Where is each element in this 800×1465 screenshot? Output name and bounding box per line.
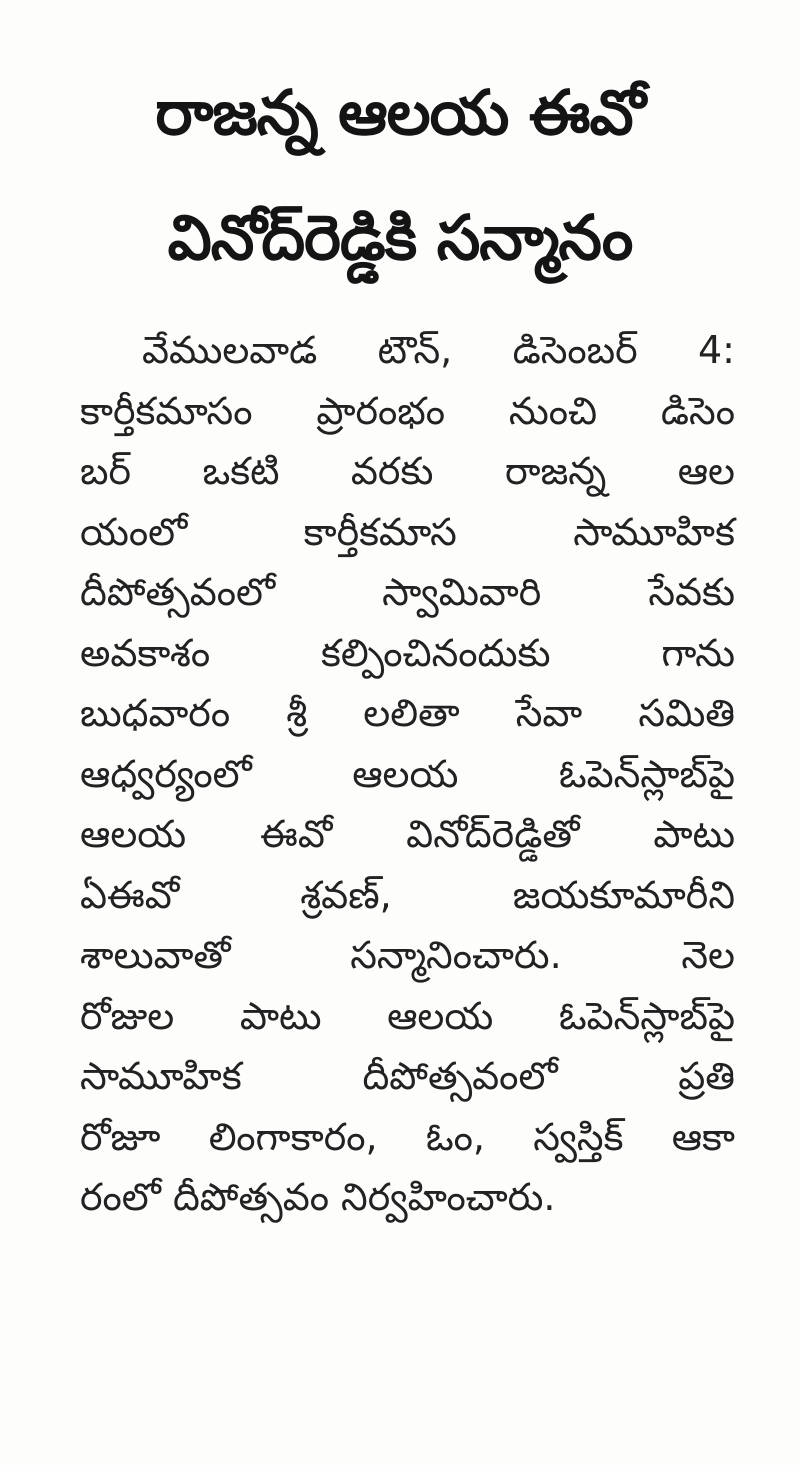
- body-line: ఏఈవో శ్రవణ్, జయకూమారీని: [80, 872, 735, 917]
- body-line: బుధవారం శ్రీ లలితా సేవా సమితి: [80, 691, 735, 735]
- body-line: ఆలయ ఈవో వినోద్‌రెడ్డితో పాటు: [80, 812, 735, 856]
- article-body: [80, 320, 735, 1228]
- headline-line-1: రాజన్న ఆలయ ఈవో: [155, 76, 645, 149]
- body-line: రోజుల పాటు ఆలయ ఓపెన్‌స్లాబ్‌పై: [80, 993, 735, 1038]
- body-line: శాలువాతో సన్మానించారు. నెల: [80, 933, 735, 977]
- body-line: సామూహిక దీపోత్సవంలో ప్రతి: [80, 1054, 735, 1098]
- headline-line-2: వినోద్‌రెడ్డికి సన్మానం: [167, 201, 633, 274]
- body-line: దీపోత్సవంలో స్వామివారి సేవకు: [80, 570, 735, 614]
- body-line: ఆధ్వర్యంలో ఆలయ ఓపెన్‌స్లాబ్‌పై: [80, 751, 735, 796]
- body-line: అవకాశం కల్పించినందుకు గాను: [80, 630, 735, 675]
- dateline: వేములవాడ టౌన్, డిసెంబర్ 4:: [142, 328, 735, 372]
- body-line: కార్తీకమాసం ప్రారంభం నుంచి డిసెం: [80, 388, 735, 433]
- body-line: యంలో కార్తీకమాస సామూహిక: [80, 509, 735, 554]
- body-line: రోజూ లింగాకారం, ఓం, స్వస్తిక్ ఆకా: [80, 1114, 735, 1159]
- body-line: బర్ ఒకటి వరకు రాజన్న ఆల: [80, 449, 735, 493]
- headline: [0, 50, 800, 300]
- body-line: రంలో దీపోత్సవం నిర్వహించారు.: [80, 1175, 556, 1219]
